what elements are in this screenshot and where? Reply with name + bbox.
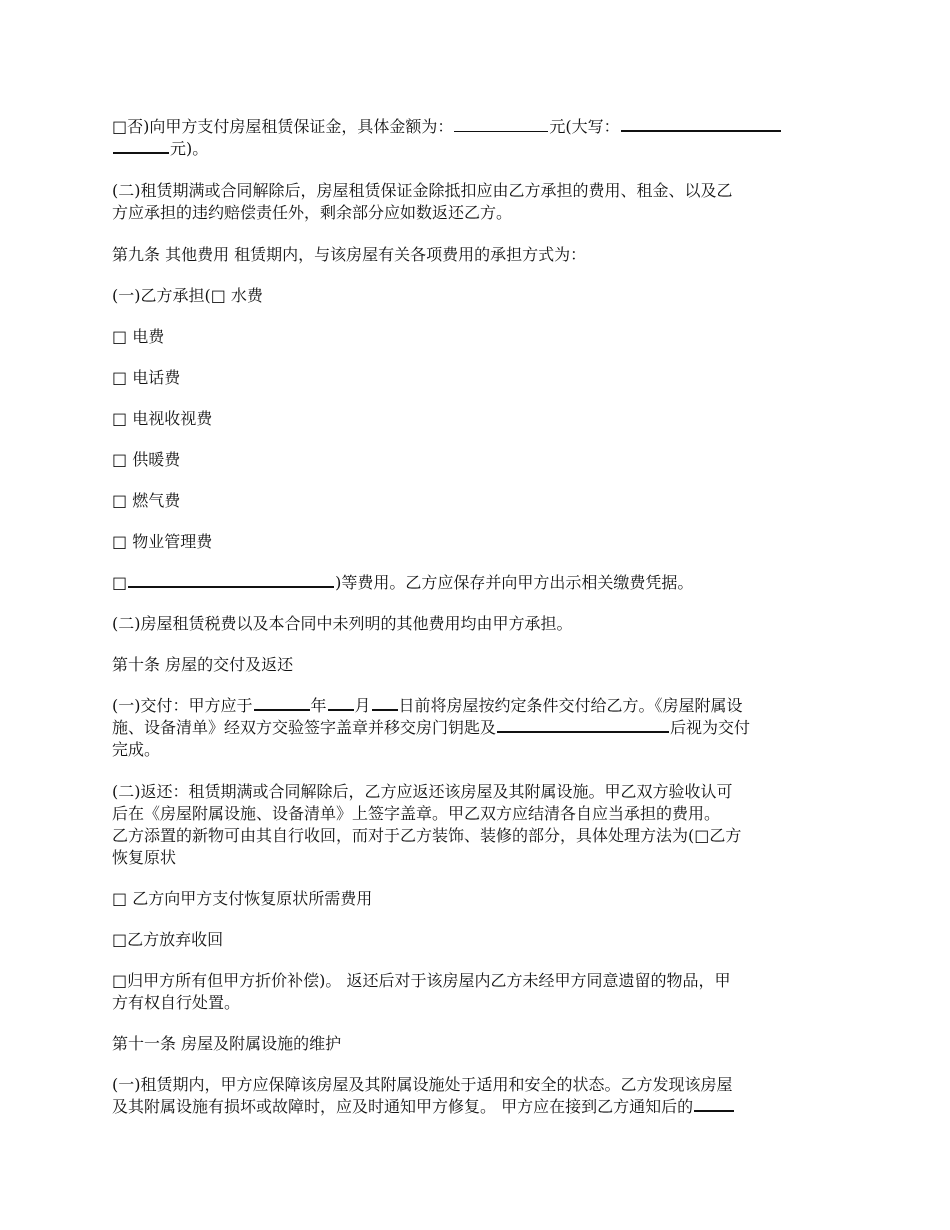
article-10-heading: 第十条 房屋的交付及返还 [112,655,294,674]
fee-electric: □ 电费 [112,327,165,346]
delivery-line-3: 完成。 [112,740,161,759]
fee-gas: □ 燃气费 [112,491,181,510]
tax-clause: (二)房屋租赁税费以及本合同中未列明的其他费用均由甲方承担。 [112,614,573,633]
return-line-2: 后在《房屋附属设施、设备清单》上签字盖章。甲乙双方应结清各自应当承担的费用。 [112,804,721,823]
delivery-month-blank[interactable] [328,695,354,711]
deposit-return-line-2: 方应承担的违约赔偿责任外，剩余部分应如数返还乙方。 [112,203,513,222]
delivery-items-blank[interactable] [497,717,669,733]
deposit-capital-blank[interactable] [621,116,781,132]
article-11-heading: 第十一条 房屋及附属设施的维护 [112,1034,342,1053]
return-line-3: 乙方添置的新物可由其自行收回，而对于乙方装饰、装修的部分，具体处理方法为(□乙方 [112,826,742,845]
return-line-1: (二)返还：租赁期满或合同解除后，乙方应返还该房屋及其附属设施。甲乙双方验收认可 [112,782,733,801]
delivery-line-1: (一)交付：甲方应于 年 月 日前将房屋按约定条件交付给乙方。《房屋附属设 [112,696,743,715]
repair-days-blank[interactable] [694,1096,734,1112]
fee-phone: □ 电话费 [112,368,181,387]
deposit-amount-line-2: 元)。 [112,138,208,160]
delivery-line-2: 施、设备清单》经双方交验签字盖章并移交房门钥匙及 后视为交付 [112,718,751,737]
maintenance-line-2: 及其附属设施有损坏或故障时，应及时通知甲方修复。 甲方应在接到乙方通知后的 [112,1096,735,1118]
option-pay-restore: □ 乙方向甲方支付恢复原状所需费用 [112,889,373,908]
return-line-4: 恢复原状 [112,848,177,867]
deposit-amount-blank[interactable] [454,117,548,132]
deposit-return-line-1: (二)租赁期满或合同解除后，房屋租赁保证金除抵扣应由乙方承担的费用、租金、以及乙 [112,181,733,200]
option-owner-line-2: 方有权自行处置。 [112,993,241,1012]
option-owner-line-1: □归甲方所有但甲方折价补偿)。 返还后对于该房屋内乙方未经甲方同意遗留的物品，甲 [112,971,731,990]
deposit-capital-blank-cont[interactable] [113,138,169,154]
maintenance-line-1: (一)租赁期内，甲方应保障该房屋及其附属设施处于适用和安全的状态。乙方发现该房屋 [112,1075,733,1094]
fee-heating: □ 供暖费 [112,450,181,469]
delivery-year-blank[interactable] [254,695,310,711]
fee-property: □ 物业管理费 [112,532,213,551]
option-abandon: □乙方放弃收回 [112,930,224,949]
fee-tv: □ 电视收视费 [112,409,213,428]
fee-water: (一)乙方承担(□ 水费 [112,286,263,305]
delivery-day-blank[interactable] [372,695,398,711]
fee-other-blank[interactable] [128,572,334,588]
fee-other-line: □ )等费用。乙方应保存并向甲方出示相关缴费凭据。 [112,573,694,592]
article-9-heading: 第九条 其他费用 租赁期内，与该房屋有关各项费用的承担方式为： [112,245,587,264]
deposit-amount-line: □否)向甲方支付房屋租赁保证金，具体金额为： 元(大写： [112,116,782,138]
